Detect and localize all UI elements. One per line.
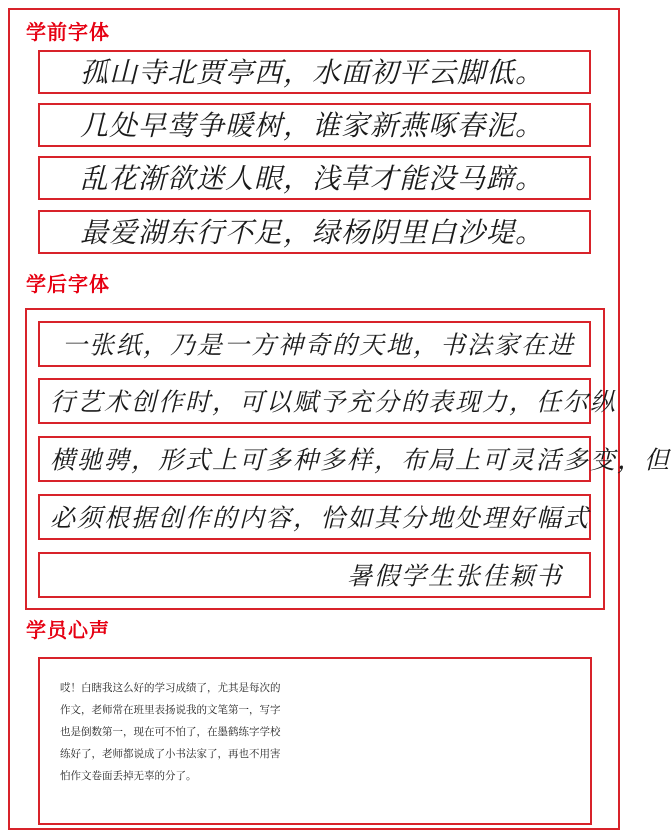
- after-line-1-box: [38, 321, 591, 367]
- before-line-3: 乱花渐欲迷人眼，浅草才能没马蹄。: [80, 162, 545, 196]
- after-line-4: 必须根据创作的内容，恰如其分地处理好幅式: [50, 503, 591, 533]
- testimonial-text: 哎！白瞎我这么好的学习成绩了，尤其是每次的作文，老师常在班里表扬说我的文笔第一，写字也是倒数第一，现在可不怕了，在墨鹤练字学校练好了，老师都说成了小书法家了，再也不用害怕作文卷面丢掉无辜的分了。: [60, 682, 281, 782]
- voice-heading: 学员心声: [26, 618, 110, 642]
- testimonial-frame: [38, 657, 592, 825]
- after-line-3-box: [38, 436, 671, 482]
- after-line-3: 横驰骋，形式上可多种多样，布局上可灵活多变，但: [50, 445, 671, 475]
- before-line-2: 几处早莺争暖树，谁家新燕啄春泥。: [80, 109, 545, 143]
- before-line-4-box: [38, 210, 591, 254]
- after-line-2-box: [38, 378, 618, 424]
- after-signature-box: [38, 552, 591, 598]
- after-line-1: 一张纸，乃是一方神奇的天地，书法家在进: [62, 330, 576, 360]
- before-line-3-box: [38, 156, 591, 200]
- before-line-2-box: [38, 103, 591, 147]
- before-line-1-box: [38, 50, 591, 94]
- after-line-2: 行艺术创作时，可以赋予充分的表现力，任尔纵: [50, 387, 618, 417]
- before-line-4: 最爱湖东行不足，绿杨阴里白沙堤。: [80, 216, 545, 250]
- after-heading: 学后字体: [26, 272, 110, 296]
- after-signature: 暑假学生张佳颖书: [346, 561, 563, 591]
- before-heading: 学前字体: [26, 20, 110, 44]
- before-line-1: 孤山寺北贾亭西，水面初平云脚低。: [80, 56, 545, 90]
- after-line-4-box: [38, 494, 591, 540]
